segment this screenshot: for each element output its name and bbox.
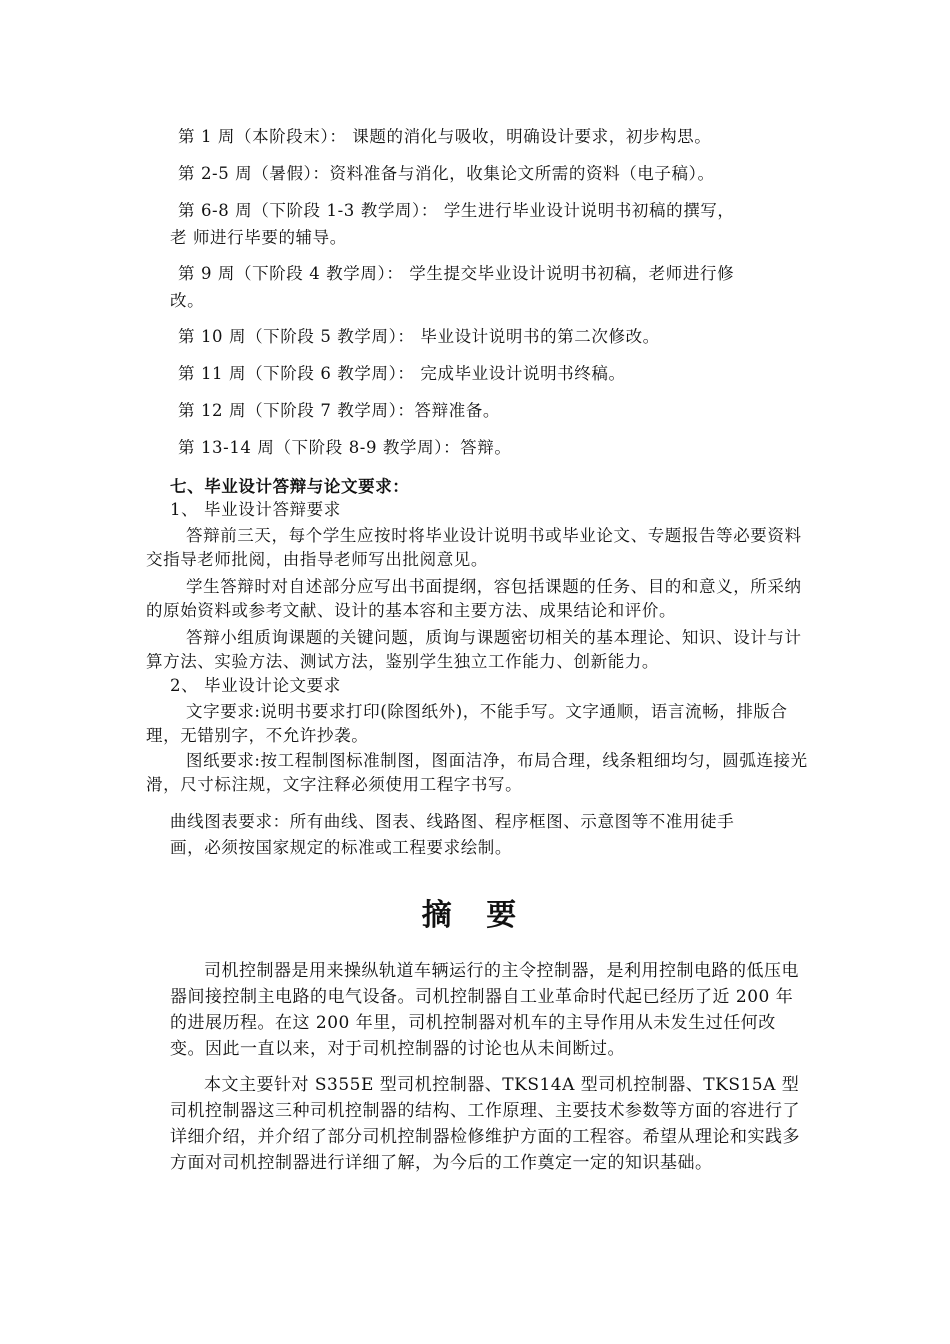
schedule-week-6-8-cont: 老 师进行毕要的辅导。 bbox=[170, 228, 347, 247]
subsection-thesis-requirements: 2、 毕业设计论文要求 bbox=[170, 676, 341, 695]
schedule-week-10: 第 10 周（下阶段 5 教学周）： 毕业设计说明书的第二次修改。 bbox=[178, 327, 660, 346]
paragraph-drawing-requirements: 图纸要求:按工程制图标准制图，图面洁净，布局合理，线条粗细均匀，圆弧连接光滑，尺寸标注规，文字注释必须使用工程字书写。 bbox=[146, 751, 808, 794]
paragraph-defense-materials: 答辩前三天，每个学生应按时将毕业设计说明书或毕业论文、专题报告等必要资料交指导老师批阅，由指导老师写出批阅意见。 bbox=[146, 526, 802, 569]
schedule-week-9-cont: 改。 bbox=[170, 291, 205, 310]
abstract-paragraph-1: 司机控制器是用来操纵轨道车辆运行的主令控制器，是利用控制电路的低压电器间接控制主电路的电气设备。司机控制器自工业革命时代起已经历了近 200 年的进展历程。在这 200 年里，司机控制器对机车的主导作用从未发生过任何改变。因此一直以来，对于司机控制器的讨论也从未间断过。 bbox=[170, 961, 799, 1059]
paragraph-defense-questions: 答辩小组质询课题的关键问题，质询与课题密切相关的基本理论、知识、设计与计算方法、实验方法、测试方法，鉴别学生独立工作能力、创新能力。 bbox=[146, 628, 802, 671]
paragraph-text-requirements: 文字要求:说明书要求打印(除图纸外)，不能手写。文字通顺，语言流畅，排版合理，无错别字，不允许抄袭。 bbox=[146, 702, 788, 745]
schedule-week-9: 第 9 周（下阶段 4 教学周）： 学生提交毕业设计说明书初稿，老师进行修 bbox=[178, 264, 735, 283]
schedule-week-13-14: 第 13-14 周（下阶段 8-9 教学周）：答辩。 bbox=[178, 438, 512, 457]
abstract-paragraph-2: 本文主要针对 S355E 型司机控制器、TKS14A 型司机控制器、TKS15A 型司机控制器这三种司机控制器的结构、工作原理、主要技术参数等方面的容进行了详细介绍，并介绍了部分司机控制器检修维护方面的工程容。希望从理论和实践多方面对司机控制器进行详细了解，为今后的工作奠定一定的知识基础。 bbox=[170, 1075, 800, 1173]
paragraph-chart-requirements: 曲线图表要求：所有曲线、图表、线路图、程序框图、示意图等不准用徒手 bbox=[170, 812, 735, 831]
paragraph-chart-requirements-cont: 画，必须按国家规定的标准或工程要求绘制。 bbox=[170, 838, 512, 857]
section-heading: 七、毕业设计答辩与论文要求： bbox=[170, 477, 410, 496]
schedule-week-12: 第 12 周（下阶段 7 教学周）：答辩准备。 bbox=[178, 401, 501, 420]
schedule-week-6-8: 第 6-8 周（下阶段 1-3 教学周）： 学生进行毕业设计说明书初稿的撰写， bbox=[178, 201, 735, 220]
schedule-week-11: 第 11 周（下阶段 6 教学周）： 完成毕业设计说明书终稿。 bbox=[178, 364, 626, 383]
subsection-defense-requirements: 1、 毕业设计答辩要求 bbox=[170, 500, 341, 519]
schedule-week-2-5: 第 2-5 周（暑假）：资料准备与消化，收集论文所需的资料（电子稿）。 bbox=[178, 164, 715, 183]
abstract-title: 摘 要 bbox=[421, 898, 529, 933]
paragraph-defense-outline: 学生答辩时对自述部分应写出书面提纲，容包括课题的任务、目的和意义，所采纳的原始资料或参考文献、设计的基本容和主要方法、成果结论和评价。 bbox=[146, 577, 802, 620]
schedule-week-1: 第 1 周（本阶段末）： 课题的消化与吸收，明确设计要求，初步构思。 bbox=[178, 127, 712, 146]
